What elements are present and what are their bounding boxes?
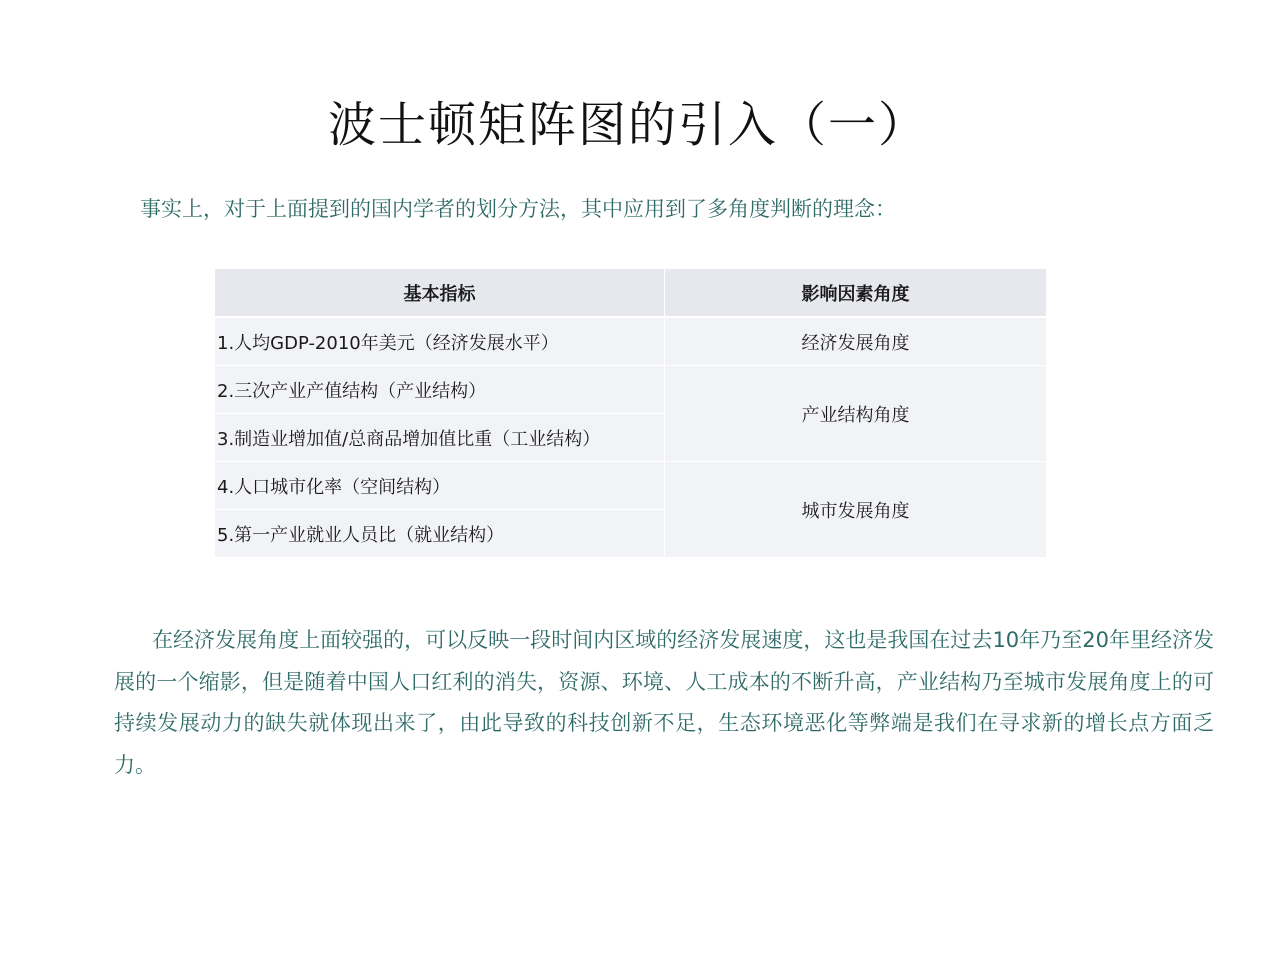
header-influence-angle: 影响因素角度 — [665, 269, 1047, 318]
indicator-cell: 3.制造业增加值/总商品增加值比重（工业结构） — [215, 414, 665, 462]
table-header-row — [215, 269, 1047, 318]
table-row — [215, 366, 1047, 414]
indicator-cell: 1.人均GDP-2010年美元（经济发展水平） — [215, 317, 665, 366]
table-row — [215, 317, 1047, 366]
indicator-cell: 2.三次产业产值结构（产业结构） — [215, 366, 665, 414]
body-paragraph: 在经济发展角度上面较强的，可以反映一段时间内区域的经济发展速度，这也是我国在过去10年乃至20年里经济发展的一个缩影，但是随着中国人口红利的消失，资源、环境、人工成本的不断升高，产业结构乃至城市发展角度上的可持续发展动力的缺失就体现出来了，由此导致的科技创新不足，生态环境恶化等弊端是我们在寻求新的增长点方面乏力。 — [114, 628, 1214, 777]
table-row — [215, 462, 1047, 510]
indicator-cell: 4.人口城市化率（空间结构） — [215, 462, 665, 510]
angle-cell: 产业结构角度 — [665, 366, 1047, 462]
slide-title: 波士顿矩阵图的引入（一） — [327, 97, 928, 153]
angle-cell: 经济发展角度 — [665, 317, 1047, 366]
angle-cell: 城市发展角度 — [665, 462, 1047, 558]
header-basic-indicator: 基本指标 — [215, 269, 665, 318]
indicator-table — [214, 268, 1047, 558]
intro-text: 事实上，对于上面提到的国内学者的划分方法，其中应用到了多角度判断的理念： — [140, 197, 896, 221]
indicator-cell: 5.第一产业就业人员比（就业结构） — [215, 510, 665, 558]
